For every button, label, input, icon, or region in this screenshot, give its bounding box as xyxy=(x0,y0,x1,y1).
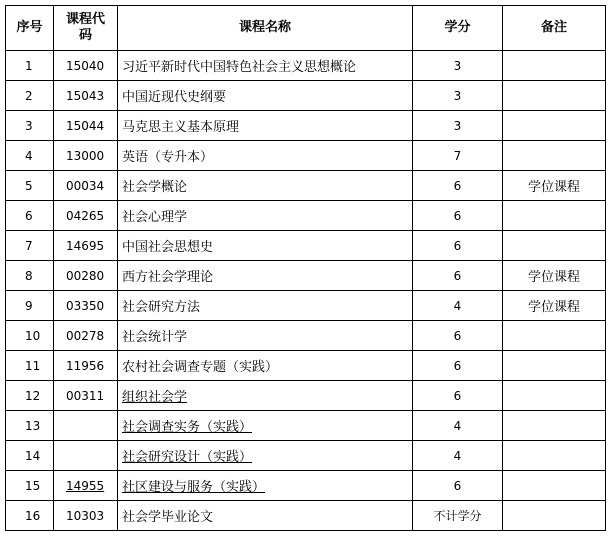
cell-seq-text: 13 xyxy=(25,418,41,433)
cell-credit-text: 不计学分 xyxy=(433,509,482,523)
cell-seq-text: 9 xyxy=(25,298,33,313)
table-row xyxy=(6,411,606,441)
cell-credit-text: 6 xyxy=(453,268,462,283)
cell-course-code-text: 00280 xyxy=(66,268,105,283)
cell-credit xyxy=(413,141,503,171)
cell-course-code xyxy=(54,141,118,171)
header-credit: 学分 xyxy=(413,6,503,51)
cell-course-code-text: 04265 xyxy=(66,208,105,223)
table-row xyxy=(6,81,606,111)
cell-note-text: 学位课程 xyxy=(527,180,580,195)
table-row xyxy=(6,381,606,411)
cell-seq xyxy=(6,351,54,381)
cell-course-code xyxy=(54,351,118,381)
cell-course-name-text: 社会调查实务（实践） xyxy=(122,420,253,435)
cell-course-name xyxy=(118,81,413,111)
table-row xyxy=(6,471,606,501)
cell-credit xyxy=(413,231,503,261)
cell-note xyxy=(503,231,606,261)
cell-course-code xyxy=(54,321,118,351)
cell-seq-text: 4 xyxy=(25,148,33,163)
cell-course-code xyxy=(54,501,118,531)
cell-note xyxy=(503,471,606,501)
cell-course-code-text: 00311 xyxy=(66,388,105,403)
cell-course-name-text: 习近平新时代中国特色社会主义思想概论 xyxy=(122,60,357,75)
cell-seq xyxy=(6,381,54,411)
cell-note xyxy=(503,441,606,471)
cell-credit-text: 6 xyxy=(453,238,462,253)
cell-course-code xyxy=(54,81,118,111)
table-row xyxy=(6,201,606,231)
cell-seq-text: 1 xyxy=(25,58,33,73)
cell-seq-text: 6 xyxy=(25,208,33,223)
cell-credit xyxy=(413,171,503,201)
cell-note xyxy=(503,411,606,441)
cell-credit xyxy=(413,381,503,411)
cell-seq-text: 2 xyxy=(25,88,33,103)
cell-seq-text: 15 xyxy=(25,478,41,493)
header-note: 备注 xyxy=(503,6,606,51)
cell-credit-text: 3 xyxy=(453,58,462,73)
cell-credit xyxy=(413,411,503,441)
cell-course-name-text: 西方社会学理论 xyxy=(122,270,214,285)
table-row xyxy=(6,261,606,291)
cell-course-code-text: 00034 xyxy=(66,178,105,193)
cell-credit xyxy=(413,51,503,81)
cell-course-name xyxy=(118,351,413,381)
table-row xyxy=(6,51,606,81)
cell-note xyxy=(503,261,606,291)
cell-seq-text: 14 xyxy=(25,448,41,463)
cell-course-code-text: 15040 xyxy=(66,58,105,73)
cell-seq xyxy=(6,201,54,231)
cell-credit-text: 6 xyxy=(453,358,462,373)
cell-course-name-text: 社会学概论 xyxy=(122,180,188,195)
cell-credit xyxy=(413,291,503,321)
cell-course-code xyxy=(54,231,118,261)
table-row xyxy=(6,351,606,381)
cell-course-name-text: 中国社会思想史 xyxy=(122,240,214,255)
cell-note xyxy=(503,381,606,411)
header-code-label: 课程代码 xyxy=(65,12,105,43)
table-row xyxy=(6,321,606,351)
cell-note xyxy=(503,141,606,171)
table-row xyxy=(6,111,606,141)
cell-seq xyxy=(6,291,54,321)
cell-course-code xyxy=(54,261,118,291)
cell-credit xyxy=(413,201,503,231)
cell-course-code-text: 10303 xyxy=(66,508,105,523)
cell-course-name xyxy=(118,201,413,231)
cell-seq xyxy=(6,171,54,201)
cell-course-name-text: 社会心理学 xyxy=(122,210,188,225)
cell-seq-text: 3 xyxy=(25,118,33,133)
cell-seq xyxy=(6,81,54,111)
cell-course-name xyxy=(118,471,413,501)
cell-course-name-text: 组织社会学 xyxy=(122,390,188,405)
cell-credit-text: 6 xyxy=(453,388,462,403)
cell-credit xyxy=(413,351,503,381)
course-table xyxy=(5,5,606,531)
cell-course-name xyxy=(118,501,413,531)
cell-credit-text: 7 xyxy=(453,148,462,163)
cell-note xyxy=(503,291,606,321)
cell-course-name-text: 马克思主义基本原理 xyxy=(122,120,240,135)
cell-course-name-text: 农村社会调查专题（实践） xyxy=(122,360,279,375)
cell-seq-text: 8 xyxy=(25,268,33,283)
cell-seq xyxy=(6,411,54,441)
cell-credit xyxy=(413,261,503,291)
cell-credit xyxy=(413,501,503,531)
cell-seq xyxy=(6,141,54,171)
table-body xyxy=(6,51,606,531)
cell-seq-text: 5 xyxy=(25,178,33,193)
header-seq: 序号 xyxy=(6,6,54,51)
cell-credit-text: 6 xyxy=(453,328,462,343)
cell-course-code xyxy=(54,201,118,231)
cell-credit-text: 6 xyxy=(453,478,462,493)
cell-course-name-text: 社区建设与服务（实践） xyxy=(122,480,266,495)
cell-seq-text: 7 xyxy=(25,238,33,253)
cell-credit-text: 4 xyxy=(453,418,462,433)
cell-course-name xyxy=(118,411,413,441)
cell-course-name-text: 社会学毕业论文 xyxy=(122,510,214,525)
cell-seq xyxy=(6,261,54,291)
cell-course-name xyxy=(118,321,413,351)
table-row xyxy=(6,291,606,321)
cell-course-name-text: 中国近现代史纲要 xyxy=(122,90,227,105)
header-name: 课程名称 xyxy=(118,6,413,51)
cell-seq-text: 12 xyxy=(25,388,41,403)
cell-seq xyxy=(6,51,54,81)
cell-seq-text: 10 xyxy=(25,328,41,343)
cell-seq-text: 11 xyxy=(25,358,41,373)
cell-credit xyxy=(413,111,503,141)
cell-course-code xyxy=(54,381,118,411)
cell-credit-text: 6 xyxy=(453,178,462,193)
table-row xyxy=(6,441,606,471)
cell-seq xyxy=(6,441,54,471)
table-row xyxy=(6,171,606,201)
cell-seq xyxy=(6,321,54,351)
cell-note xyxy=(503,81,606,111)
cell-course-code xyxy=(54,111,118,141)
cell-course-code-text: 11956 xyxy=(66,358,105,373)
cell-seq xyxy=(6,471,54,501)
cell-seq xyxy=(6,501,54,531)
cell-course-code-text: 14955 xyxy=(66,478,105,493)
cell-credit-text: 6 xyxy=(453,208,462,223)
cell-credit-text: 3 xyxy=(453,118,462,133)
cell-course-code-text: 13000 xyxy=(66,148,105,163)
cell-course-name-text: 社会统计学 xyxy=(122,330,188,345)
cell-note xyxy=(503,321,606,351)
cell-course-name-text: 社会研究方法 xyxy=(122,300,201,315)
cell-course-code xyxy=(54,471,118,501)
cell-course-code-text: 15043 xyxy=(66,88,105,103)
cell-note xyxy=(503,201,606,231)
cell-note xyxy=(503,51,606,81)
cell-course-name xyxy=(118,381,413,411)
cell-course-name xyxy=(118,51,413,81)
cell-course-name xyxy=(118,141,413,171)
cell-credit-text: 3 xyxy=(453,88,462,103)
table-row xyxy=(6,231,606,261)
cell-course-code xyxy=(54,411,118,441)
cell-course-name xyxy=(118,231,413,261)
cell-course-code-text: 15044 xyxy=(66,118,105,133)
cell-course-code-text: 03350 xyxy=(66,298,105,313)
table-row xyxy=(6,501,606,531)
cell-course-code xyxy=(54,441,118,471)
cell-seq xyxy=(6,111,54,141)
cell-note xyxy=(503,171,606,201)
cell-course-code-text: 14695 xyxy=(66,238,105,253)
cell-note xyxy=(503,501,606,531)
cell-course-name xyxy=(118,111,413,141)
cell-course-name xyxy=(118,171,413,201)
cell-credit xyxy=(413,321,503,351)
cell-seq-text: 16 xyxy=(25,508,41,523)
cell-note xyxy=(503,351,606,381)
cell-credit-text: 4 xyxy=(453,448,462,463)
cell-note-text: 学位课程 xyxy=(527,300,580,315)
header-code xyxy=(54,6,118,51)
cell-course-name xyxy=(118,441,413,471)
cell-course-code-text: 00278 xyxy=(66,328,105,343)
cell-note-text: 学位课程 xyxy=(527,270,580,285)
cell-course-code xyxy=(54,51,118,81)
cell-credit xyxy=(413,81,503,111)
cell-credit xyxy=(413,441,503,471)
cell-course-name xyxy=(118,291,413,321)
cell-course-code xyxy=(54,291,118,321)
table-row xyxy=(6,141,606,171)
header-row xyxy=(6,6,606,51)
cell-credit-text: 4 xyxy=(453,298,462,313)
cell-course-name xyxy=(118,261,413,291)
cell-credit xyxy=(413,471,503,501)
cell-course-code xyxy=(54,171,118,201)
cell-course-name-text: 社会研究设计（实践） xyxy=(122,450,253,465)
cell-seq xyxy=(6,231,54,261)
cell-course-name-text: 英语（专升本） xyxy=(122,150,214,165)
cell-note xyxy=(503,111,606,141)
